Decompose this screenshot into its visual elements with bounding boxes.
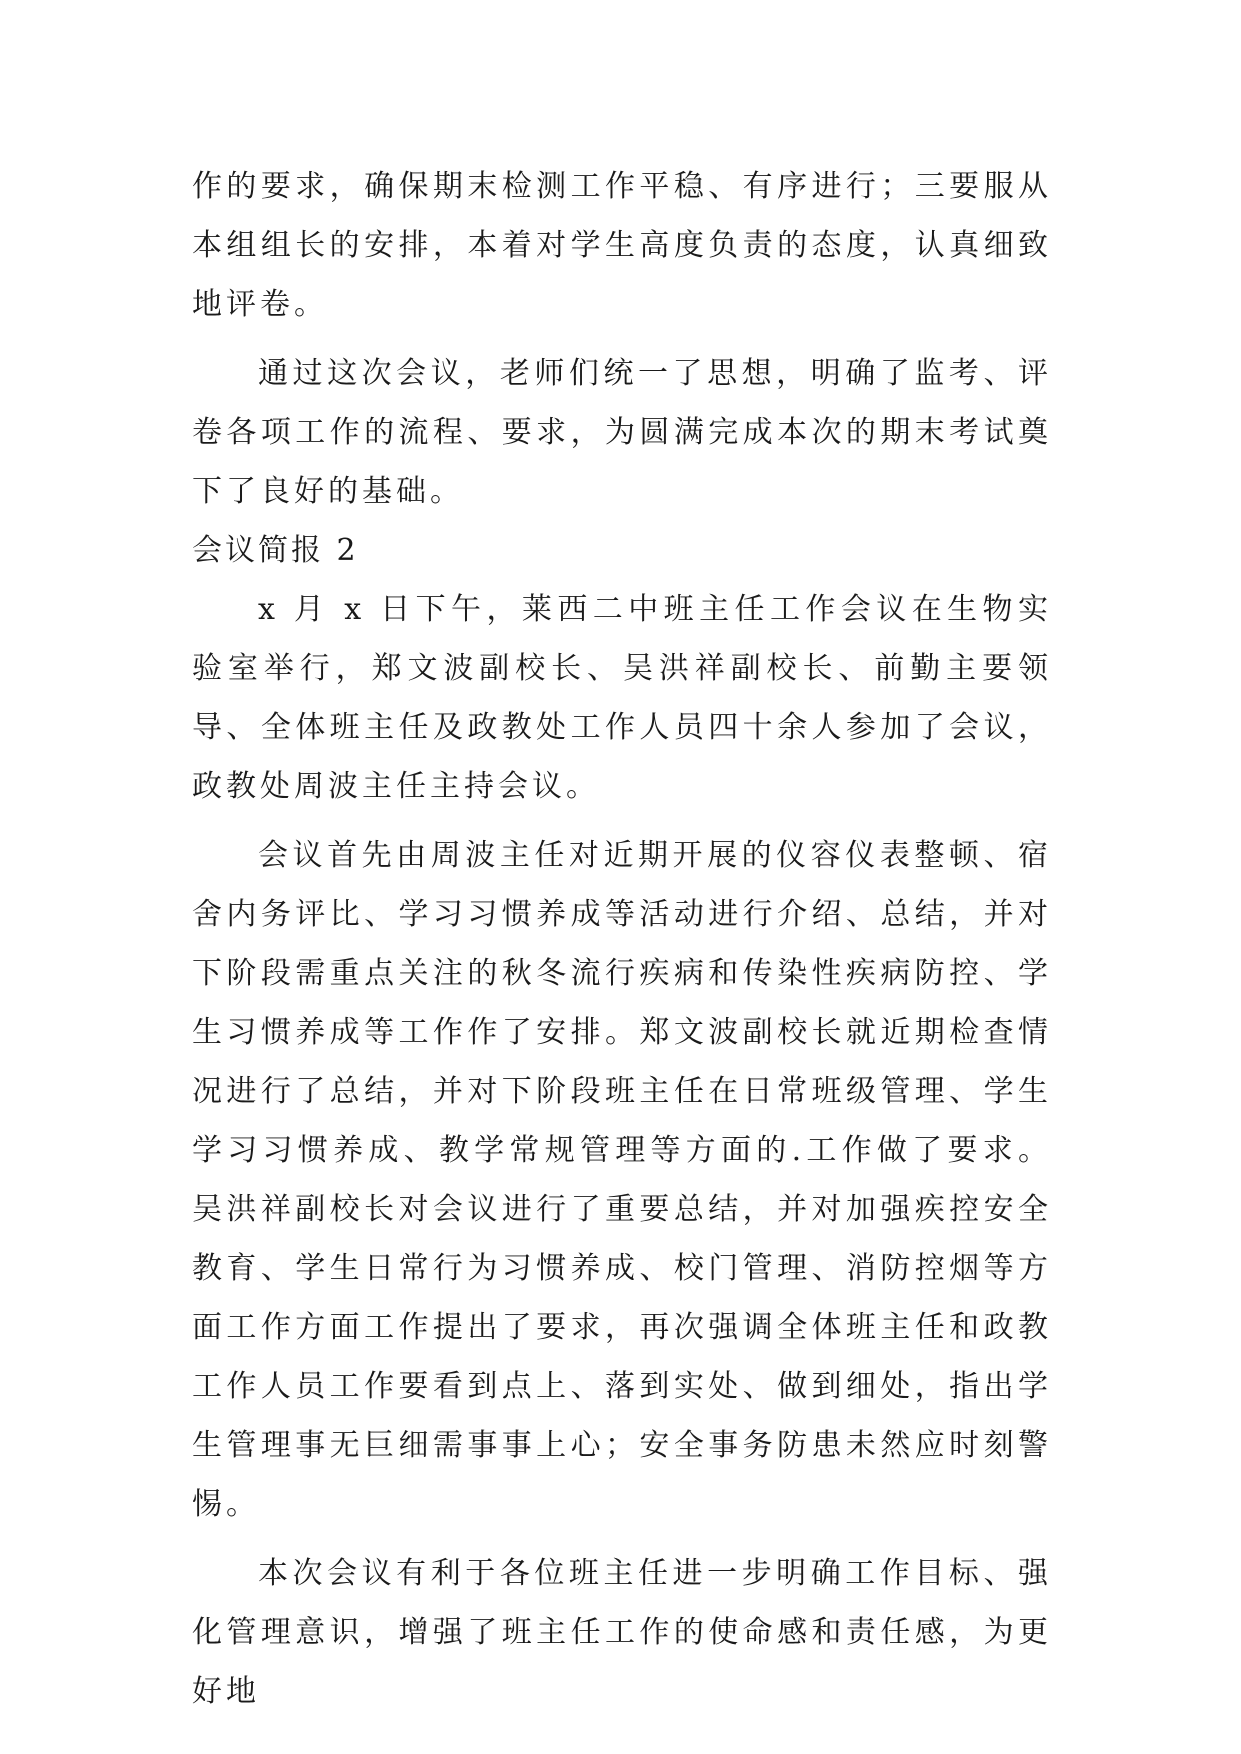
paragraph-meeting-conclusion: 本次会议有利于各位班主任进一步明确工作目标、强化管理意识，增强了班主任工作的使命感和责任感，为更好地	[192, 1556, 1052, 1709]
paragraph-continuation: 作的要求，确保期末检测工作平稳、有序进行；三要服从本组组长的安排，本着对学生高度负责的态度，认真细致地评卷。	[192, 169, 1052, 322]
paragraph-summary: 通过这次会议，老师们统一了思想，明确了监考、评卷各项工作的流程、要求，为圆满完成本次的期末考试奠下了良好的基础。	[192, 356, 1052, 509]
paragraph-meeting-content: 会议首先由周波主任对近期开展的仪容仪表整顿、宿舍内务评比、学习习惯养成等活动进行介绍、总结，并对下阶段需重点关注的秋冬流行疾病和传染性疾病防控、学生习惯养成等工作作了安排。郑文波副校长就近期检查情况进行了总结，并对下阶段班主任在日常班级管理、学生学习习惯养成、教学常规管理等方面的.工作做了要求。吴洪祥副校长对会议进行了重要总结，并对加强疾控安全教育、学生日常行为习惯养成、校门管理、消防控烟等方面工作方面工作提出了要求，再次强调全体班主任和政教工作人员工作要看到点上、落到实处、做到细处，指出学生管理事无巨细需事事上心；安全事务防患未然应时刻警惕。	[192, 838, 1052, 1522]
document-body	[192, 157, 1052, 1721]
paragraph-meeting-intro: x 月 x 日下午，莱西二中班主任工作会议在生物实验室举行，郑文波副校长、吴洪祥副校长、前勤主要领导、全体班主任及政教处工作人员四十余人参加了会议，政教处周波主任主持会议。	[192, 592, 1052, 804]
section-heading: 会议简报 2	[192, 533, 359, 568]
